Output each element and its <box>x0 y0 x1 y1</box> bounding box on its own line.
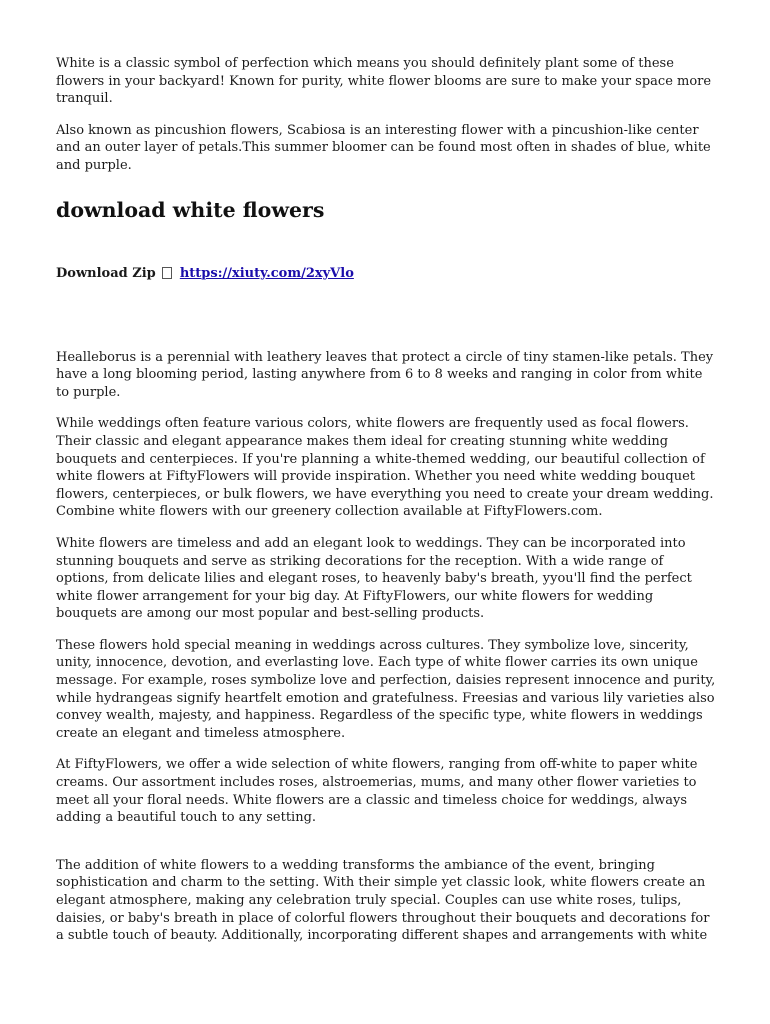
paragraph: Also known as pincushion flowers, Scabiosa is an interesting flower with a pincushion-like center and an outer layer of petals.This summer bloomer can be found most often in shades of blue, white and purple. <box>56 122 711 173</box>
download-label: Download Zip <box>56 265 156 281</box>
paragraph: While weddings often feature various colors, white flowers are frequently used as focal flowers. Their classic and elegant appearance makes them ideal for creating stunning white wedding bouquets and centerpieces. If you're planning a white-themed wedding, our beautiful collection of white flowers at FiftyFlowers will provide inspiration. Whether you need white wedding bouquet flowers, centerpieces, or bulk flowers, we have everything you need to create your dream wedding. Combine white flowers with our greenery collection available at FiftyFlowers.com. <box>56 416 714 520</box>
paragraph: The addition of white flowers to a wedding transforms the ambiance of the event, bringing sophistication and charm to the setting. With their simple yet classic look, white flowers create an elegant atmosphere, making any celebration truly special. Couples can use white roses, tulips, daisies, or baby's breath in place of colorful flowers throughout their bouquets and decorations for a subtle touch of beauty. Additionally, incorporating different shapes and arrangements with white <box>56 857 710 944</box>
paragraph: White is a classic symbol of perfection which means you should definitely plant some of these flowers in your backyard! Known for purity, white flower blooms are sure to make your space more tranquil. <box>56 56 712 107</box>
missing-glyph-icon <box>162 267 172 279</box>
section-heading: download white flowers <box>56 197 325 222</box>
paragraph: White flowers are timeless and add an elegant look to weddings. They can be incorporated into stunning bouquets and serve as striking decorations for the reception. With a wide range of options, from delicate lilies and elegant roses, to heavenly baby's breath, yyou'll find the perfect white flower arrangement for your big day. At FiftyFlowers, our white flowers for wedding bouquets are among our most popular and best-selling products. <box>56 535 692 622</box>
paragraph: At FiftyFlowers, we offer a wide selection of white flowers, ranging from off-white to paper white creams. Our assortment includes roses, alstroemerias, mums, and many other flower varieties to meet all your floral needs. White flowers are a classic and timeless choice for weddings, always adding a beautiful touch to any setting. <box>56 757 698 826</box>
paragraph: These flowers hold special meaning in weddings across cultures. They symbolize love, sincerity, unity, innocence, devotion, and everlasting love. Each type of white flower carries its own unique message. For example, roses symbolize love and perfection, daisies represent innocence and purity, while hydrangeas signify heartfelt emotion and gratefulness. Freesias and various lily varieties also convey wealth, majesty, and happiness. Regardless of the specific type, white flowers in weddings create an elegant and timeless atmosphere. <box>56 637 716 741</box>
paragraph: Healleborus is a perennial with leathery leaves that protect a circle of tiny stamen-like petals. They have a long blooming period, lasting anywhere from 6 to 8 weeks and ranging in color from white to purple. <box>56 349 714 400</box>
download-link[interactable]: https://xiuty.com/2xyVlo <box>179 265 354 281</box>
document-page <box>56 55 716 945</box>
download-line <box>56 265 716 282</box>
